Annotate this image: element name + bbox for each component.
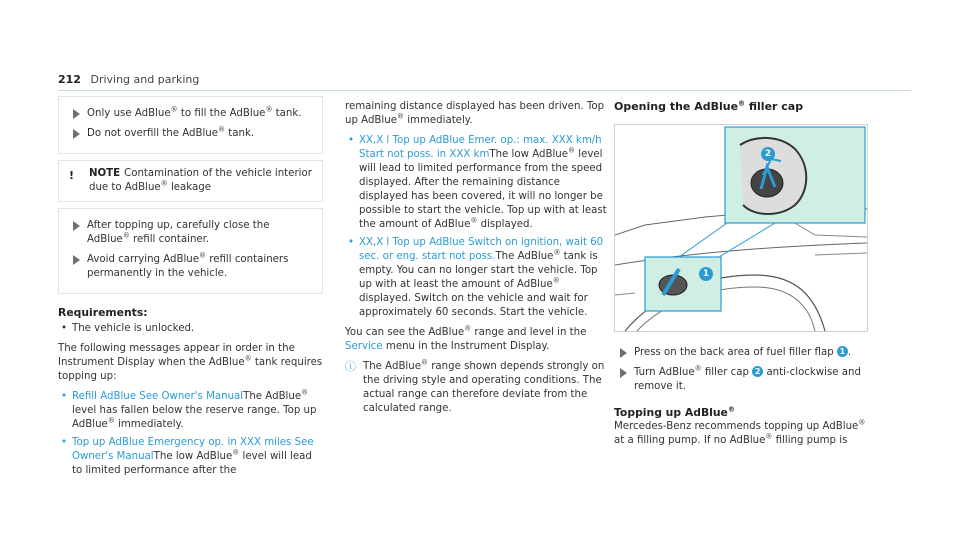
step-arrow-icon xyxy=(73,221,80,231)
step-avoid-carrying: Avoid carrying AdBlue® refill containers permanently in the vehicle. xyxy=(67,253,314,281)
column-right xyxy=(614,100,878,448)
message-link[interactable]: XX,X l Top up AdBlue Switch on ignition, wait 60 sec. or eng. start not poss. xyxy=(359,237,604,262)
steps-box-bottom xyxy=(58,208,323,294)
step-arrow-icon xyxy=(620,368,627,378)
note-label: NOTE xyxy=(89,168,121,179)
bullet-icon: • xyxy=(61,391,68,402)
bullet-icon: • xyxy=(348,135,355,146)
section-title: Driving and parking xyxy=(90,73,200,86)
continued-paragraph: remaining distance displayed has been driven. Top up AdBlue® immediately. xyxy=(345,101,605,126)
ref-num-2: 2 xyxy=(752,366,763,377)
service-link[interactable]: Service xyxy=(345,341,383,352)
messages-intro: The following messages appear in order in the Instrument Display when the AdBlue® tank requires topping up: xyxy=(58,343,323,382)
car-fuel-flap-drawing xyxy=(615,125,867,331)
note-box xyxy=(58,160,323,202)
step-close-container: After topping up, carefully close the AdBlue® refill container. xyxy=(67,219,314,247)
warning-icon: ! xyxy=(69,169,75,182)
bullet-icon: • xyxy=(61,323,68,334)
step-arrow-icon xyxy=(73,109,80,119)
topping-up-paragraph: Mercedes-Benz recommends topping up AdBlue® at a filling pump. If no AdBlue® filling pump is xyxy=(614,418,866,446)
range-paragraph: You can see the AdBlue® range and level in the Service menu in the Instrument Display. xyxy=(345,324,587,352)
message-emergency-op: • Top up AdBlue Emergency op. in XXX miles See Owner's ManualThe low AdBlue® level will lead to limited performance after the xyxy=(61,437,314,476)
requirement-item: • The vehicle is unlocked. xyxy=(61,323,195,334)
filler-cap-illustration xyxy=(614,124,868,332)
requirements-title: Requirements: xyxy=(58,306,148,319)
step-turn-cap: Turn AdBlue® filler cap 2 anti-clockwise and remove it. xyxy=(614,366,878,394)
step-only-use-adblue: Only use AdBlue® to fill the AdBlue® tank. xyxy=(67,107,314,121)
message-max-speed: • XX,X l Top up AdBlue Emer. op.: max. XXX km/h Start not poss. in XXX kmThe low AdBlue® level will lead to limited performance from the speed displayed. After the remaining distance displayed has been covered, it will no longer be possible to start the vehicle. Top up with at least the amount of AdBlue® displayed. xyxy=(348,135,607,230)
bullet-icon: • xyxy=(61,437,68,448)
info-icon: ⓘ xyxy=(345,360,356,373)
page-number: 212 xyxy=(58,73,81,86)
step-arrow-icon xyxy=(73,129,80,139)
step-arrow-icon xyxy=(73,255,80,265)
callout-1: 1 xyxy=(699,267,713,281)
steps-box-top xyxy=(58,96,323,154)
message-link[interactable]: XX,X l Top up AdBlue Emer. op.: max. XXX km/h Start not poss. in XXX km xyxy=(359,135,602,160)
step-arrow-icon xyxy=(620,348,627,358)
info-note: ⓘ The AdBlue® range shown depends strongly on the driving style and operating conditions. The actual range can therefore deviate from the calculated range. xyxy=(345,358,605,414)
step-do-not-overfill: Do not overfill the AdBlue® tank. xyxy=(67,127,314,141)
section-heading: Opening the AdBlue® filler cap xyxy=(614,99,804,113)
header-divider xyxy=(58,90,911,91)
page-header xyxy=(58,73,199,86)
topping-up-heading: Topping up AdBlue® xyxy=(614,405,735,419)
callout-2: 2 xyxy=(761,147,775,161)
message-switch-on-ignition: • XX,X l Top up AdBlue Switch on ignition, wait 60 sec. or eng. start not poss.The AdBlue® tank is empty. You can no longer start the vehicle. Top up with at least the amount of AdBlue® displayed. Switch on the vehicle and wait for approximately 60 seconds. Start the vehicle. xyxy=(348,237,604,318)
step-press-flap: Press on the back area of fuel filler flap 1 . xyxy=(614,346,878,360)
bullet-icon: • xyxy=(348,237,355,248)
message-refill-adblue: • Refill AdBlue See Owner's ManualThe AdBlue® level has fallen below the reserve range. Top up AdBlue® immediately. xyxy=(61,388,317,430)
message-link[interactable]: Top up AdBlue Emergency op. in XXX miles See Owner's Manual xyxy=(72,437,314,462)
ref-num-1: 1 xyxy=(837,346,848,357)
message-link[interactable]: Refill AdBlue See Owner's Manual xyxy=(72,391,244,402)
note-text: NOTE Contamination of the vehicle interior due to AdBlue® leakage xyxy=(89,168,312,193)
column-left xyxy=(58,96,323,482)
column-middle xyxy=(345,100,607,416)
